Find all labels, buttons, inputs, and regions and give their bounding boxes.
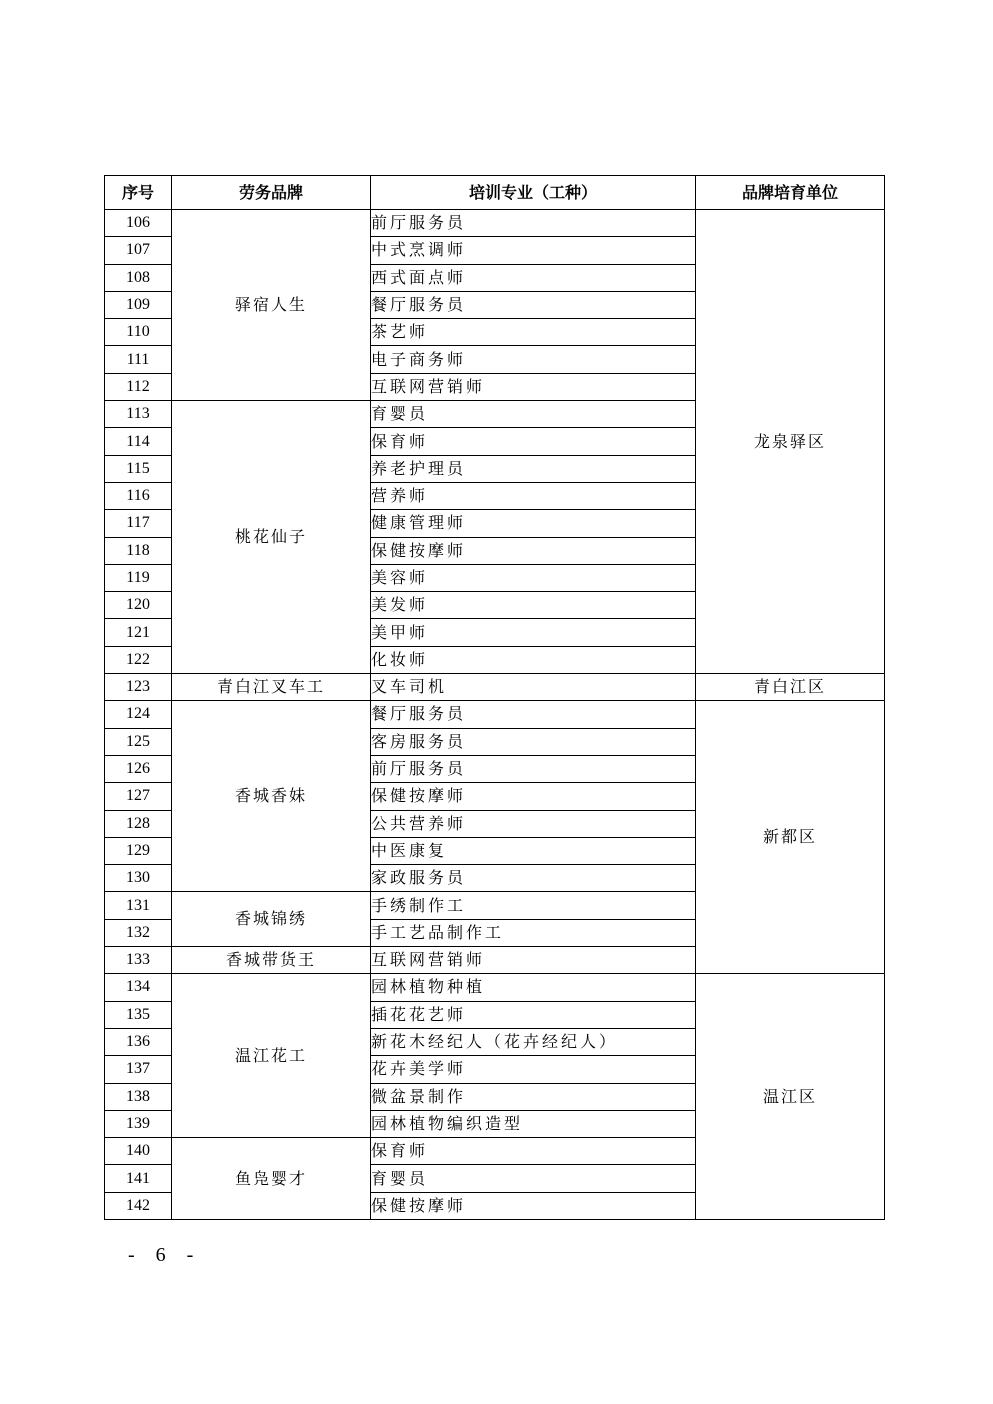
seq-cell: 109 — [105, 291, 172, 318]
header-brand: 劳务品牌 — [172, 176, 371, 210]
trade-cell: 美甲师 — [371, 619, 696, 646]
trade-cell: 微盆景制作 — [371, 1083, 696, 1110]
trade-cell: 园林植物编织造型 — [371, 1110, 696, 1137]
seq-cell: 132 — [105, 919, 172, 946]
trade-cell: 电子商务师 — [371, 346, 696, 373]
trade-cell: 保育师 — [371, 428, 696, 455]
seq-cell: 140 — [105, 1138, 172, 1165]
trade-cell: 化妆师 — [371, 646, 696, 673]
table-row — [105, 210, 885, 237]
trade-cell: 养老护理员 — [371, 455, 696, 482]
header-seq: 序号 — [105, 176, 172, 210]
trade-cell: 育婴员 — [371, 1165, 696, 1192]
trade-cell: 新花木经纪人（花卉经纪人） — [371, 1028, 696, 1055]
trade-cell: 客房服务员 — [371, 728, 696, 755]
trade-cell: 茶艺师 — [371, 319, 696, 346]
seq-cell: 124 — [105, 701, 172, 728]
seq-cell: 119 — [105, 564, 172, 591]
trade-cell: 保健按摩师 — [371, 1192, 696, 1219]
trade-cell: 保健按摩师 — [371, 783, 696, 810]
seq-cell: 127 — [105, 783, 172, 810]
table-row — [105, 701, 885, 728]
seq-cell: 130 — [105, 865, 172, 892]
trade-cell: 健康管理师 — [371, 510, 696, 537]
brand-cell: 鱼凫婴才 — [172, 1138, 371, 1220]
seq-cell: 137 — [105, 1056, 172, 1083]
seq-cell: 141 — [105, 1165, 172, 1192]
seq-cell: 125 — [105, 728, 172, 755]
table-header-row — [105, 176, 885, 210]
seq-cell: 114 — [105, 428, 172, 455]
brand-training-table — [104, 175, 885, 1220]
seq-cell: 108 — [105, 264, 172, 291]
trade-cell: 西式面点师 — [371, 264, 696, 291]
seq-cell: 112 — [105, 373, 172, 400]
seq-cell: 107 — [105, 237, 172, 264]
brand-cell: 桃花仙子 — [172, 401, 371, 674]
seq-cell: 138 — [105, 1083, 172, 1110]
trade-cell: 餐厅服务员 — [371, 291, 696, 318]
seq-cell: 121 — [105, 619, 172, 646]
seq-cell: 142 — [105, 1192, 172, 1219]
table-row — [105, 974, 885, 1001]
brand-cell: 香城带货王 — [172, 947, 371, 974]
trade-cell: 美发师 — [371, 592, 696, 619]
trade-cell: 花卉美学师 — [371, 1056, 696, 1083]
seq-cell: 126 — [105, 755, 172, 782]
trade-cell: 前厅服务员 — [371, 755, 696, 782]
seq-cell: 123 — [105, 674, 172, 701]
unit-cell: 龙泉驿区 — [696, 210, 885, 674]
seq-cell: 135 — [105, 1001, 172, 1028]
seq-cell: 134 — [105, 974, 172, 1001]
seq-cell: 106 — [105, 210, 172, 237]
table-row — [105, 674, 885, 701]
trade-cell: 叉车司机 — [371, 674, 696, 701]
unit-cell: 新都区 — [696, 701, 885, 974]
header-trade: 培训专业（工种） — [371, 176, 696, 210]
trade-cell: 园林植物种植 — [371, 974, 696, 1001]
trade-cell: 互联网营销师 — [371, 373, 696, 400]
trade-cell: 中式烹调师 — [371, 237, 696, 264]
seq-cell: 122 — [105, 646, 172, 673]
trade-cell: 中医康复 — [371, 837, 696, 864]
trade-cell: 家政服务员 — [371, 865, 696, 892]
seq-cell: 120 — [105, 592, 172, 619]
trade-cell: 餐厅服务员 — [371, 701, 696, 728]
brand-cell: 香城香妹 — [172, 701, 371, 892]
brand-cell: 香城锦绣 — [172, 892, 371, 947]
seq-cell: 139 — [105, 1110, 172, 1137]
seq-cell: 115 — [105, 455, 172, 482]
seq-cell: 131 — [105, 892, 172, 919]
seq-cell: 113 — [105, 401, 172, 428]
brand-cell: 温江花工 — [172, 974, 371, 1138]
seq-cell: 133 — [105, 947, 172, 974]
seq-cell: 136 — [105, 1028, 172, 1055]
trade-cell: 前厅服务员 — [371, 210, 696, 237]
trade-cell: 插花花艺师 — [371, 1001, 696, 1028]
trade-cell: 互联网营销师 — [371, 947, 696, 974]
table-body — [105, 210, 885, 1220]
trade-cell: 保健按摩师 — [371, 537, 696, 564]
trade-cell: 美容师 — [371, 564, 696, 591]
trade-cell: 手绣制作工 — [371, 892, 696, 919]
seq-cell: 117 — [105, 510, 172, 537]
trade-cell: 保育师 — [371, 1138, 696, 1165]
trade-cell: 手工艺品制作工 — [371, 919, 696, 946]
seq-cell: 128 — [105, 810, 172, 837]
unit-cell: 温江区 — [696, 974, 885, 1220]
seq-cell: 118 — [105, 537, 172, 564]
header-unit: 品牌培育单位 — [696, 176, 885, 210]
trade-cell: 育婴员 — [371, 401, 696, 428]
brand-cell: 驿宿人生 — [172, 210, 371, 401]
seq-cell: 116 — [105, 482, 172, 509]
brand-cell: 青白江叉车工 — [172, 674, 371, 701]
seq-cell: 110 — [105, 319, 172, 346]
seq-cell: 111 — [105, 346, 172, 373]
trade-cell: 公共营养师 — [371, 810, 696, 837]
unit-cell: 青白江区 — [696, 674, 885, 701]
page-number: - 6 - — [128, 1244, 202, 1266]
seq-cell: 129 — [105, 837, 172, 864]
trade-cell: 营养师 — [371, 482, 696, 509]
